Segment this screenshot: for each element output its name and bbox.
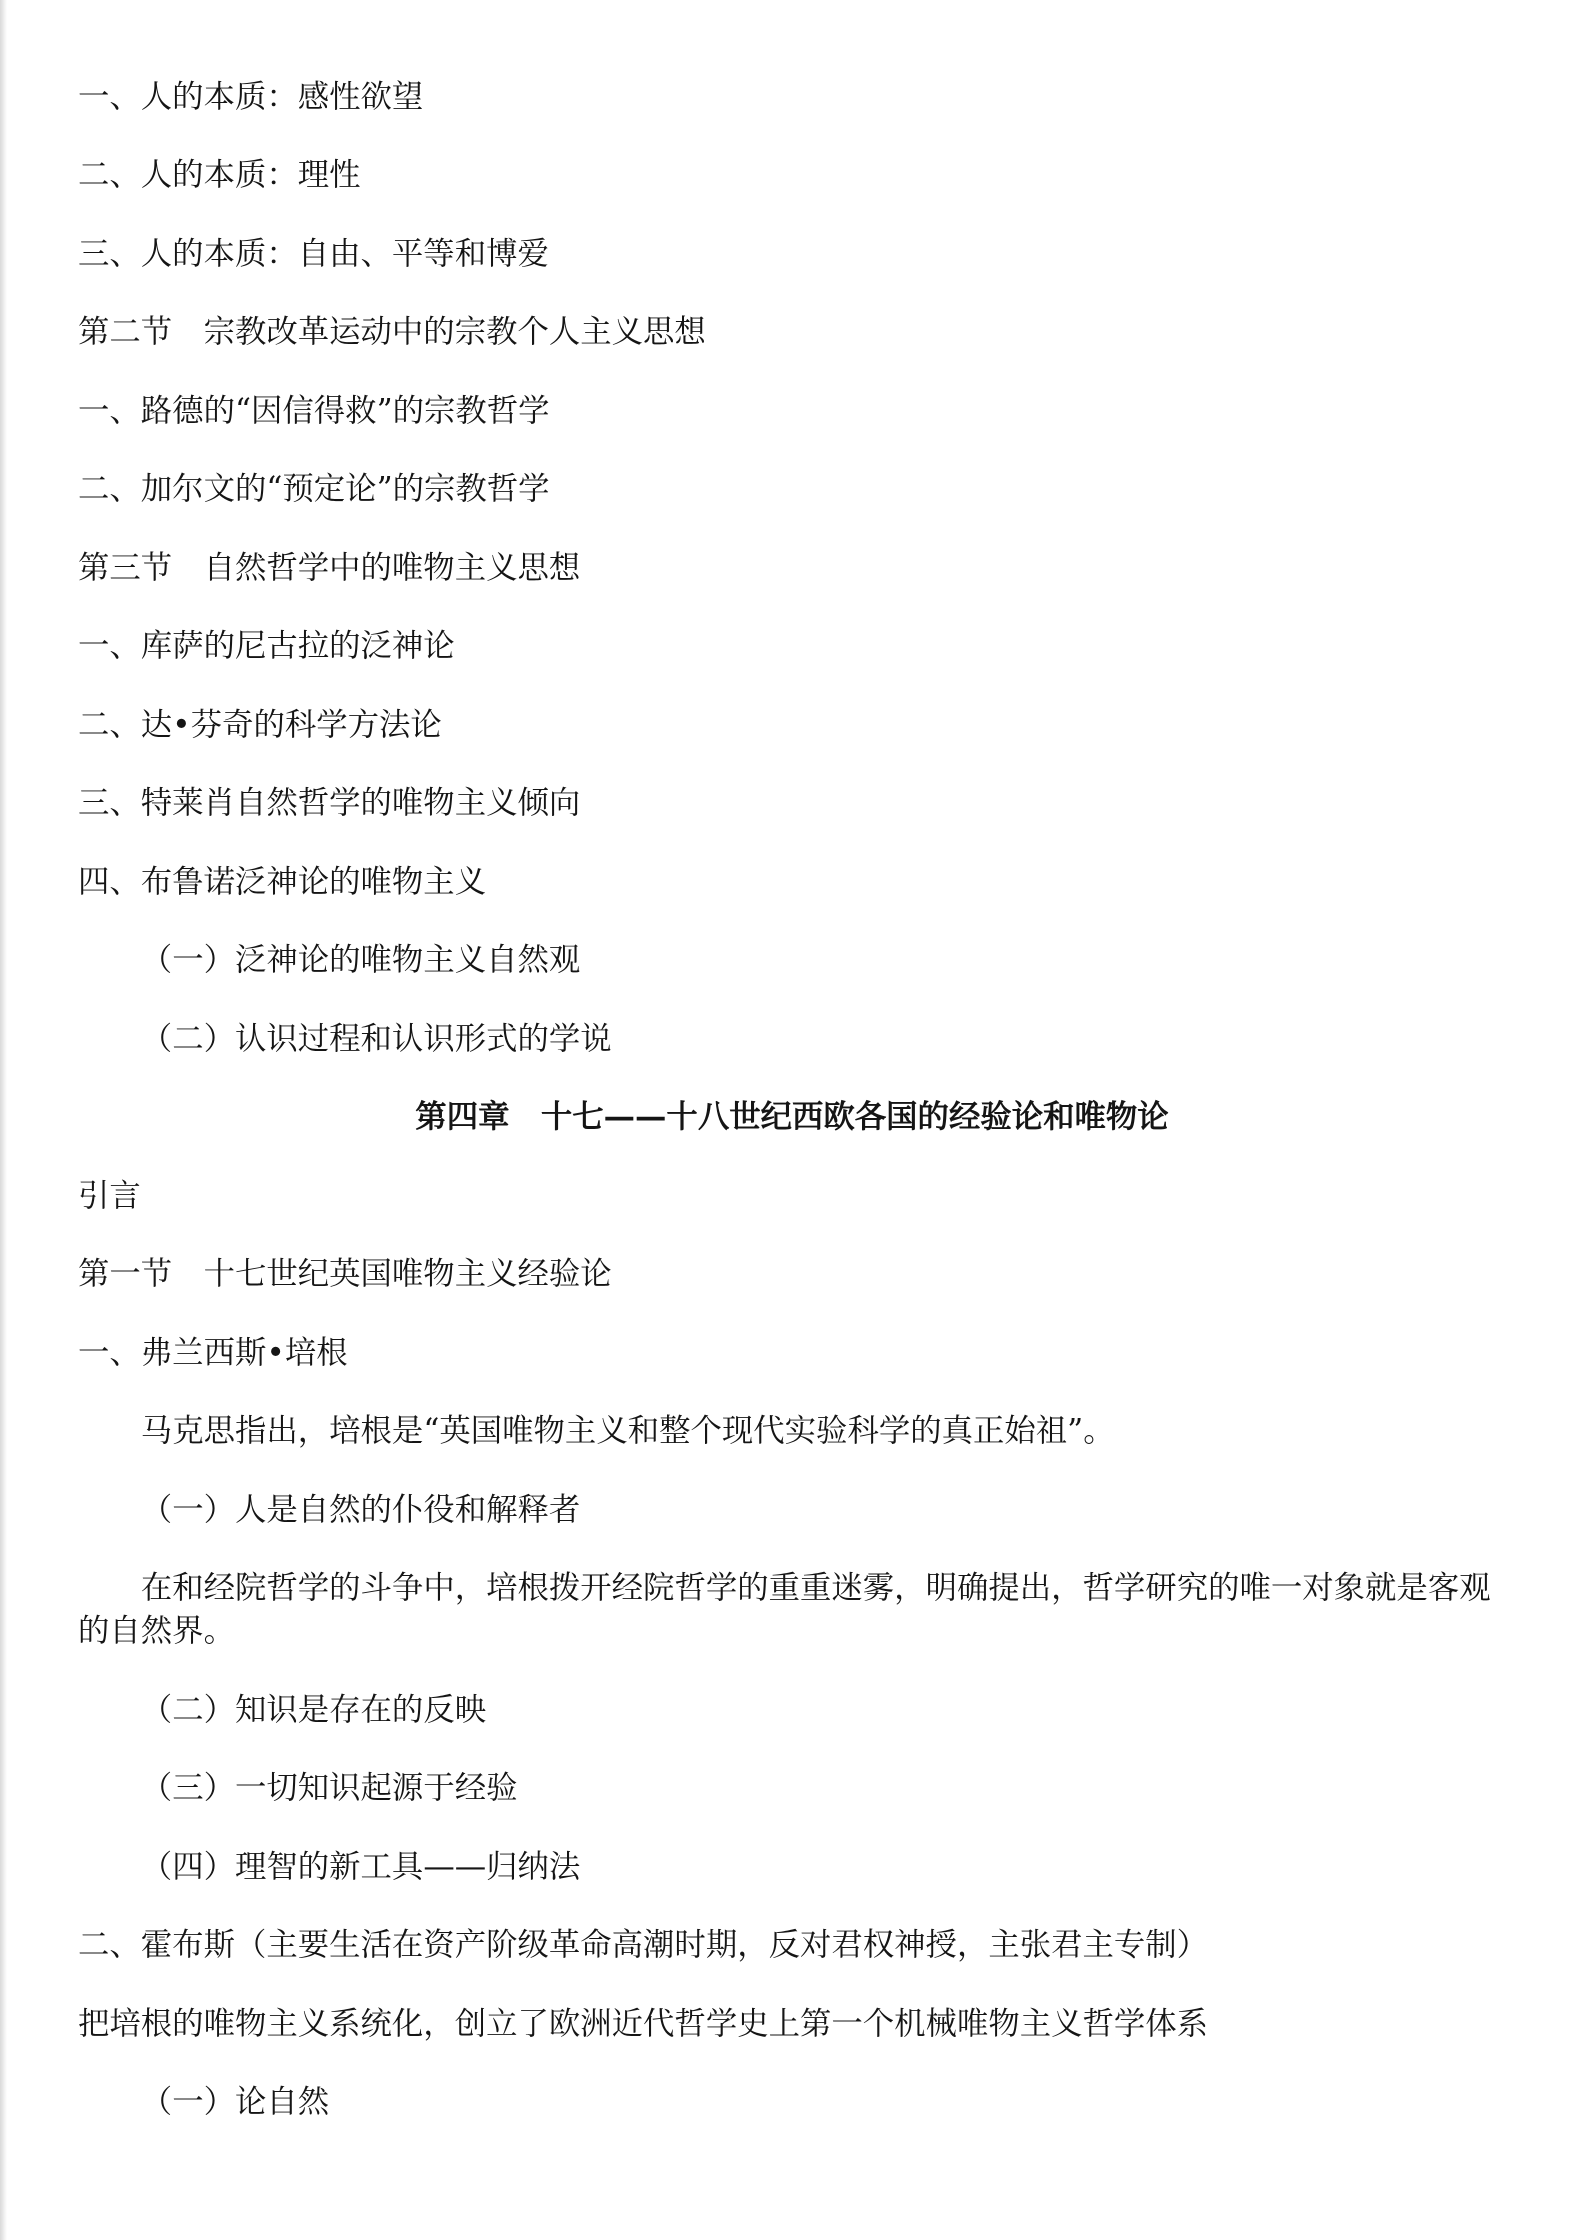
document-body — [78, 76, 1506, 2160]
outline-sub-item: （三）一切知识起源于经验 — [140, 1770, 518, 1806]
section-heading: 第一节 十七世纪英国唯物主义经验论 — [78, 1256, 612, 1292]
chapter-title: 第四章 十七——十八世纪西欧各国的经验论和唯物论 — [415, 1099, 1169, 1135]
chapter-intro-heading: 引言 — [78, 1177, 141, 1214]
outline-sub-item: （四）理智的新工具——归纳法 — [140, 1848, 581, 1885]
outline-item: 二、加尔文的“预定论”的宗教哲学 — [78, 471, 550, 507]
body-paragraph: 在和经院哲学的斗争中，培根拨开经院哲学的重重迷雾，明确提出，哲学研究的唯一对象就是客观的自然界。 — [78, 1570, 1491, 1649]
outline-item: 一、弗兰西斯•培根 — [78, 1334, 348, 1371]
section-heading: 第三节 自然哲学中的唯物主义思想 — [78, 549, 581, 586]
outline-item: 三、人的本质：自由、平等和博爱 — [78, 235, 549, 272]
outline-item: 二、霍布斯（主要生活在资产阶级革命高潮时期，反对君权神授，主张君主专制） — [78, 1927, 1209, 1963]
page-edge-shadow — [0, 0, 7, 2240]
outline-sub-item: （二）认识过程和认识形式的学说 — [140, 1020, 612, 1057]
outline-sub-item: （一）泛神论的唯物主义自然观 — [140, 942, 581, 978]
outline-sub-item: （一）人是自然的仆役和解释者 — [140, 1491, 581, 1528]
summary-paragraph: 把培根的唯物主义系统化，创立了欧洲近代哲学史上第一个机械唯物主义哲学体系 — [78, 2005, 1209, 2042]
outline-item: 四、布鲁诺泛神论的唯物主义 — [78, 863, 487, 900]
outline-item: 二、人的本质：理性 — [78, 157, 361, 193]
outline-sub-item: （一）论自然 — [140, 2084, 330, 2120]
outline-item: 一、库萨的尼古拉的泛神论 — [78, 628, 455, 664]
outline-item: 一、路德的“因信得救”的宗教哲学 — [78, 392, 550, 429]
outline-item: 三、特莱肖自然哲学的唯物主义倾向 — [78, 785, 581, 821]
outline-item: 二、达•芬奇的科学方法论 — [78, 706, 442, 743]
quote-paragraph: 马克思指出，培根是“英国唯物主义和整个现代实验科学的真正始祖”。 — [140, 1413, 1115, 1449]
outline-item: 一、人的本质：感性欲望 — [78, 78, 424, 115]
section-heading: 第二节 宗教改革运动中的宗教个人主义思想 — [78, 314, 706, 350]
outline-sub-item: （二）知识是存在的反映 — [140, 1691, 487, 1728]
